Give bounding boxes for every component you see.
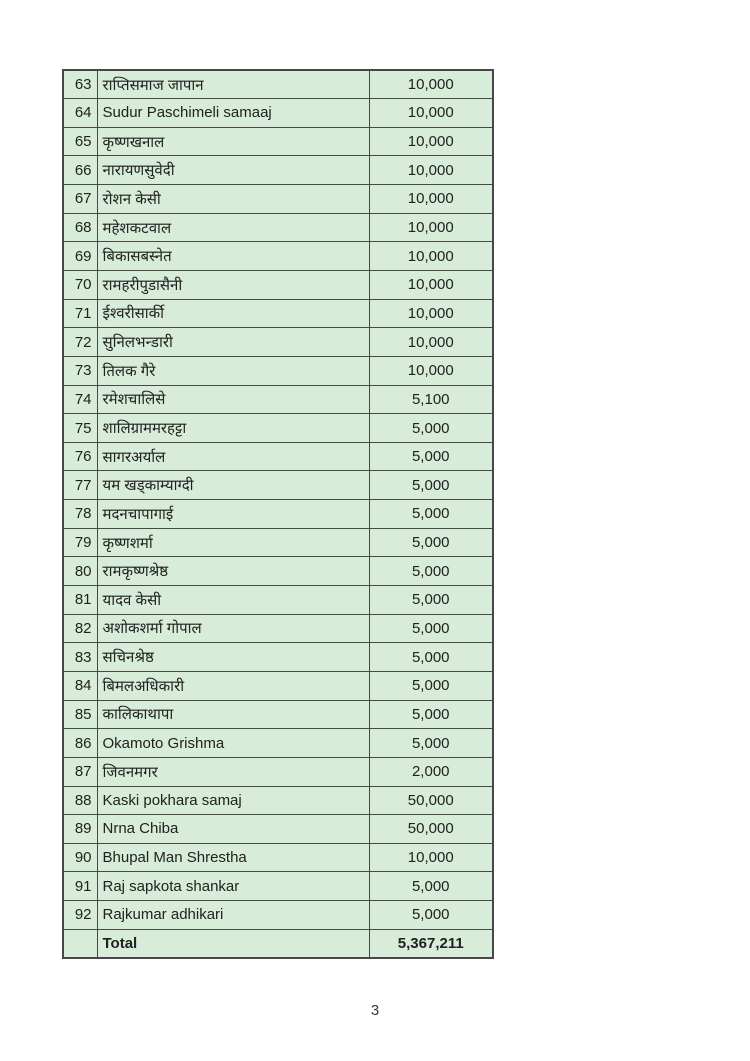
row-amount: 10,000 [369,242,493,271]
table-row [63,185,493,214]
row-name: Sudur Paschimeli samaaj [97,99,369,128]
row-amount: 10,000 [369,356,493,385]
total-empty-cell [63,929,97,958]
row-number: 70 [63,270,97,299]
table-row [63,872,493,901]
row-name: यम खड्काम्याग्दी [97,471,369,500]
row-name: बिमलअधिकारी [97,671,369,700]
row-name: जिवनमगर [97,757,369,786]
row-amount: 10,000 [369,299,493,328]
row-amount: 10,000 [369,270,493,299]
row-name: मदनचापागाई [97,500,369,529]
row-number: 73 [63,356,97,385]
table-row [63,586,493,615]
row-amount: 10,000 [369,156,493,185]
row-number: 78 [63,500,97,529]
row-number: 69 [63,242,97,271]
row-number: 83 [63,643,97,672]
row-number: 71 [63,299,97,328]
row-amount: 10,000 [369,185,493,214]
row-name: शालिग्राममरहट्टा [97,414,369,443]
row-number: 66 [63,156,97,185]
row-number: 76 [63,442,97,471]
table-row [63,614,493,643]
table-row [63,729,493,758]
table-row [63,442,493,471]
table-row [63,815,493,844]
table-body [63,70,493,929]
table-row [63,99,493,128]
row-amount: 5,100 [369,385,493,414]
row-name: Rajkumar adhikari [97,901,369,930]
table-row [63,843,493,872]
donation-table [62,69,494,959]
table-row [63,757,493,786]
row-name: सागरअर्याल [97,442,369,471]
row-name: नारायणसुवेदी [97,156,369,185]
row-number: 88 [63,786,97,815]
row-number: 72 [63,328,97,357]
row-number: 86 [63,729,97,758]
table-row [63,528,493,557]
table-row [63,700,493,729]
table-row [63,500,493,529]
row-amount: 5,000 [369,643,493,672]
row-amount: 5,000 [369,614,493,643]
table-row [63,127,493,156]
row-name: Raj sapkota shankar [97,872,369,901]
table-row [63,242,493,271]
row-number: 63 [63,70,97,99]
page-number: 3 [370,1002,380,1019]
table-row [63,156,493,185]
row-number: 79 [63,528,97,557]
row-amount: 5,000 [369,586,493,615]
table-row [63,385,493,414]
table-row [63,213,493,242]
row-number: 77 [63,471,97,500]
row-name: रामहरीपुडासैनी [97,270,369,299]
row-name: कृष्णशर्मा [97,528,369,557]
table-row [63,356,493,385]
table-row [63,270,493,299]
row-amount: 10,000 [369,213,493,242]
row-amount: 5,000 [369,557,493,586]
row-amount: 5,000 [369,500,493,529]
table-row [63,671,493,700]
row-amount: 2,000 [369,757,493,786]
row-name: Nrna Chiba [97,815,369,844]
row-amount: 5,000 [369,901,493,930]
row-amount: 5,000 [369,442,493,471]
row-name: राप्तिसमाज जापान [97,70,369,99]
row-number: 81 [63,586,97,615]
row-name: महेशकटवाल [97,213,369,242]
row-number: 67 [63,185,97,214]
table-row [63,557,493,586]
row-amount: 5,000 [369,700,493,729]
row-name: Bhupal Man Shrestha [97,843,369,872]
row-name: बिकासबस्नेत [97,242,369,271]
table-row [63,786,493,815]
row-amount: 5,000 [369,528,493,557]
row-name: तिलक गैरे [97,356,369,385]
table-row [63,328,493,357]
row-number: 74 [63,385,97,414]
row-amount: 5,000 [369,729,493,758]
row-amount: 5,000 [369,872,493,901]
row-name: कृष्णखनाल [97,127,369,156]
row-amount: 5,000 [369,414,493,443]
row-name: कालिकाथापा [97,700,369,729]
total-row [63,929,493,958]
table-row [63,901,493,930]
row-name: रोशन केसी [97,185,369,214]
row-number: 84 [63,671,97,700]
row-number: 87 [63,757,97,786]
table-row [63,471,493,500]
row-number: 82 [63,614,97,643]
row-number: 90 [63,843,97,872]
row-number: 92 [63,901,97,930]
row-number: 89 [63,815,97,844]
row-number: 85 [63,700,97,729]
row-name: सुनिलभन्डारी [97,328,369,357]
row-amount: 10,000 [369,843,493,872]
table-row [63,643,493,672]
row-name: Okamoto Grishma [97,729,369,758]
row-amount: 10,000 [369,127,493,156]
table-row [63,414,493,443]
row-name: सचिनश्रेष्ठ [97,643,369,672]
row-name: यादव केसी [97,586,369,615]
total-label: Total [97,929,369,958]
row-amount: 5,000 [369,671,493,700]
row-name: रमेशचालिसे [97,385,369,414]
row-number: 80 [63,557,97,586]
row-name: अशोकशर्मा गोपाल [97,614,369,643]
row-amount: 50,000 [369,786,493,815]
row-amount: 10,000 [369,99,493,128]
row-amount: 5,000 [369,471,493,500]
row-name: ईश्वरीसार्की [97,299,369,328]
total-amount: 5,367,211 [369,929,493,958]
row-number: 91 [63,872,97,901]
row-number: 64 [63,99,97,128]
row-amount: 10,000 [369,328,493,357]
row-number: 75 [63,414,97,443]
row-number: 65 [63,127,97,156]
row-number: 68 [63,213,97,242]
table-row [63,299,493,328]
row-amount: 50,000 [369,815,493,844]
row-name: रामकृष्णश्रेष्ठ [97,557,369,586]
row-name: Kaski pokhara samaj [97,786,369,815]
row-amount: 10,000 [369,70,493,99]
table-row [63,70,493,99]
